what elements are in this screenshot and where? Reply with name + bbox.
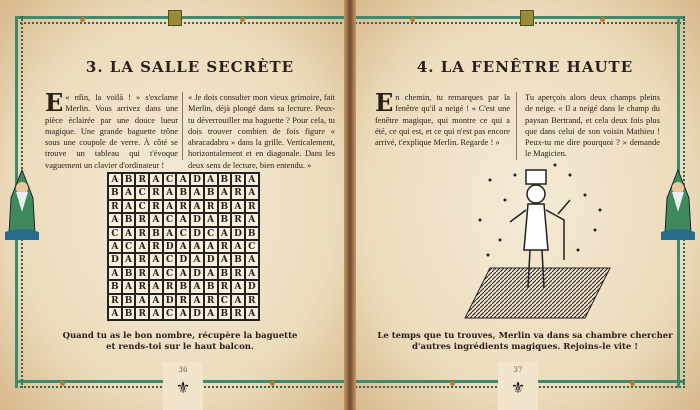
- grid-cell: R: [218, 280, 232, 293]
- grid-cell: B: [108, 186, 122, 199]
- grid-cell: B: [149, 227, 163, 240]
- grid-cell: A: [176, 267, 190, 280]
- caption-line: Quand tu as le bon nombre, récupère la baguette: [62, 331, 298, 341]
- grid-cell: R: [135, 307, 149, 320]
- grid-cell: A: [149, 280, 163, 293]
- grid-cell: A: [149, 213, 163, 226]
- grid-cell: C: [163, 213, 177, 226]
- caption-line: Le temps que tu trouves, Merlin va dans sa chambre chercher: [377, 331, 673, 341]
- grid-cell: B: [218, 200, 232, 213]
- grid-cell: D: [190, 173, 204, 186]
- grid-cell: R: [149, 200, 163, 213]
- snow-field-illustration: [460, 160, 620, 320]
- grid-cell: C: [204, 227, 218, 240]
- fleur-de-lis-icon: ⚜: [175, 378, 191, 397]
- question-text: Tu aperçois alors deux champs pleins de neige. « Il a neigé dans le champ du paysan Bertrand, et cela deux fois plus que dans celui de son voisin Mathieu ! Peux-tu me dire pourquoi ? » demande le Magicien.: [525, 93, 660, 159]
- grid-cell: B: [122, 294, 136, 307]
- grid-cell: A: [176, 213, 190, 226]
- grid-cell: A: [163, 227, 177, 240]
- grid-cell: D: [190, 307, 204, 320]
- grid-cell: D: [245, 280, 259, 293]
- grid-cell: A: [190, 240, 204, 253]
- grid-cell: R: [135, 267, 149, 280]
- caption-line: d'autres ingrédients magiques. Rejoins-le vite !: [411, 342, 639, 352]
- grid-cell: A: [135, 240, 149, 253]
- grid-cell: B: [176, 186, 190, 199]
- grid-cell: C: [163, 267, 177, 280]
- grid-cell: A: [190, 294, 204, 307]
- grid-cell: C: [122, 240, 136, 253]
- grid-cell: D: [190, 213, 204, 226]
- intro-paragraph: n chemin, tu remarques par la fenêtre qu'il a neigé ! « C'est une fenêtre magique, qui montre ce qui a été, ce qui est, et ce qui n'est pas encore arrivé, t'explique Merlin. Regarde ! »: [375, 93, 510, 148]
- grid-cell: A: [176, 173, 190, 186]
- grid-cell: R: [135, 253, 149, 266]
- grid-cell: A: [108, 173, 122, 186]
- grid-cell: C: [135, 186, 149, 199]
- grid-cell: R: [135, 173, 149, 186]
- flower-icon: [600, 17, 605, 22]
- intro-text: [375, 88, 510, 148]
- grid-cell: B: [176, 280, 190, 293]
- grid-cell: B: [231, 253, 245, 266]
- caption-line: et rends-toi sur le haut balcon.: [106, 342, 254, 352]
- flower-icon: [80, 17, 85, 22]
- chapter-title: 4. LA FENÊTRE HAUTE: [416, 58, 634, 76]
- grid-cell: R: [135, 280, 149, 293]
- grid-cell: A: [204, 173, 218, 186]
- drop-cap: E: [45, 88, 64, 117]
- flower-icon: [410, 17, 415, 22]
- wizard-figure-icon: [661, 168, 695, 240]
- grid-cell: D: [163, 294, 177, 307]
- grid-cell: R: [231, 267, 245, 280]
- grid-cell: R: [204, 294, 218, 307]
- grid-cell: C: [135, 200, 149, 213]
- column-divider: [182, 92, 183, 160]
- grid-cell: A: [135, 294, 149, 307]
- chapter-title: 3. LA SALLE SECRÈTE: [85, 58, 295, 76]
- grid-cell: R: [176, 294, 190, 307]
- flower-icon: [60, 381, 65, 386]
- grid-cell: D: [190, 267, 204, 280]
- grid-cell: A: [149, 294, 163, 307]
- grid-cell: A: [245, 267, 259, 280]
- page-number-tab: [163, 362, 203, 410]
- grid-cell: A: [204, 213, 218, 226]
- grid-cell: A: [149, 253, 163, 266]
- flower-icon: [240, 17, 245, 22]
- grid-cell: C: [176, 227, 190, 240]
- page-number: 37: [513, 366, 523, 374]
- wizard-figure-icon: [5, 168, 39, 240]
- grid-cell: A: [231, 294, 245, 307]
- right-page: [350, 0, 700, 410]
- grid-cell: A: [149, 267, 163, 280]
- grid-cell: A: [190, 253, 204, 266]
- grid-cell: A: [163, 186, 177, 199]
- grid-cell: R: [218, 240, 232, 253]
- flower-icon: [450, 381, 455, 386]
- grid-cell: R: [231, 213, 245, 226]
- grid-cell: R: [163, 280, 177, 293]
- grid-cell: R: [149, 240, 163, 253]
- top-vine-border: [350, 16, 685, 24]
- grid-cell: A: [122, 200, 136, 213]
- grid-cell: R: [108, 294, 122, 307]
- grid-cell: A: [190, 200, 204, 213]
- flower-icon: [630, 381, 635, 386]
- grid-cell: D: [231, 227, 245, 240]
- grid-cell: A: [108, 267, 122, 280]
- grid-cell: B: [122, 307, 136, 320]
- grid-cell: R: [231, 173, 245, 186]
- grid-cell: D: [204, 253, 218, 266]
- grid-cell: R: [135, 213, 149, 226]
- grid-cell: A: [231, 240, 245, 253]
- gold-clasp-icon: [520, 10, 534, 26]
- column-divider: [516, 92, 517, 160]
- grid-cell: A: [176, 240, 190, 253]
- gold-clasp-icon: [168, 10, 182, 26]
- grid-cell: A: [176, 307, 190, 320]
- grid-cell: C: [163, 173, 177, 186]
- grid-cell: B: [218, 307, 232, 320]
- grid-cell: A: [231, 280, 245, 293]
- grid-cell: A: [245, 307, 259, 320]
- caption: [365, 331, 685, 353]
- grid-cell: A: [245, 253, 259, 266]
- grid-cell: A: [218, 253, 232, 266]
- grid-cell: A: [218, 227, 232, 240]
- grid-cell: B: [218, 267, 232, 280]
- grid-cell: D: [176, 253, 190, 266]
- grid-cell: A: [218, 186, 232, 199]
- grid-cell: R: [245, 200, 259, 213]
- grid-cell: D: [163, 240, 177, 253]
- grid-cell: A: [245, 186, 259, 199]
- grid-cell: R: [231, 307, 245, 320]
- grid-cell: A: [163, 200, 177, 213]
- grid-cell: A: [149, 307, 163, 320]
- grid-cell: A: [245, 213, 259, 226]
- grid-cell: C: [163, 253, 177, 266]
- grid-cell: R: [108, 200, 122, 213]
- grid-cell: A: [108, 307, 122, 320]
- grid-cell: A: [108, 240, 122, 253]
- drop-cap: E: [375, 88, 394, 117]
- page-number: 36: [178, 366, 188, 374]
- grid-cell: B: [122, 267, 136, 280]
- grid-cell: C: [245, 240, 259, 253]
- grid-cell: A: [149, 173, 163, 186]
- grid-cell: C: [218, 294, 232, 307]
- grid-cell: R: [135, 227, 149, 240]
- grid-cell: B: [108, 280, 122, 293]
- grid-cell: A: [122, 280, 136, 293]
- grid-cell: A: [122, 253, 136, 266]
- grid-cell: A: [204, 307, 218, 320]
- grid-cell: A: [122, 227, 136, 240]
- grid-cell: B: [122, 173, 136, 186]
- grid-cell: A: [245, 173, 259, 186]
- grid-cell: B: [245, 227, 259, 240]
- grid-cell: D: [190, 227, 204, 240]
- grid-cell: A: [190, 280, 204, 293]
- grid-cell: A: [122, 186, 136, 199]
- flower-icon: [270, 381, 275, 386]
- grid-cell: C: [163, 307, 177, 320]
- grid-cell: A: [231, 200, 245, 213]
- book-gutter: [344, 0, 356, 410]
- grid-cell: R: [176, 200, 190, 213]
- grid-cell: D: [108, 253, 122, 266]
- intro-paragraph: « nfin, la voilà ! » s'exclame Merlin. Vous arrivez dans une pièce éclairée par une douce lueur magique. Une grande baguette trône sous une coupole de verre. À côté se trouve un tableau qui t'évoque vaguement un clavier d'ordinateur !: [45, 93, 178, 170]
- grid-cell: B: [218, 173, 232, 186]
- grid-cell: R: [245, 294, 259, 307]
- intro-text: [45, 88, 178, 171]
- grid-cell: B: [204, 280, 218, 293]
- letter-grid: [107, 172, 260, 321]
- grid-cell: B: [122, 213, 136, 226]
- grid-cell: B: [218, 213, 232, 226]
- grid-cell: R: [231, 186, 245, 199]
- grid-cell: C: [108, 227, 122, 240]
- caption: [40, 331, 320, 353]
- grid-cell: B: [204, 186, 218, 199]
- grid-cell: R: [149, 186, 163, 199]
- instruction-text: « Je dois consulter mon vieux grimoire, fait Merlin, déjà plongé dans sa lecture. Peux-tu déverrouiller ma baguette ? Pour cela, tu dois trouver combien de fois figure « abracadabra » dans la grille. Verticalement, horizontalement et en diagonale. Dans les deux sens de lecture, bien entendu. »: [188, 93, 335, 170]
- grid-cell: A: [108, 213, 122, 226]
- grid-cell: A: [190, 186, 204, 199]
- top-vine-border: [15, 16, 350, 24]
- grid-cell: R: [204, 200, 218, 213]
- fleur-de-lis-icon: ⚜: [510, 378, 526, 397]
- page-number-tab: [498, 362, 538, 410]
- grid-cell: A: [204, 267, 218, 280]
- grid-cell: A: [204, 240, 218, 253]
